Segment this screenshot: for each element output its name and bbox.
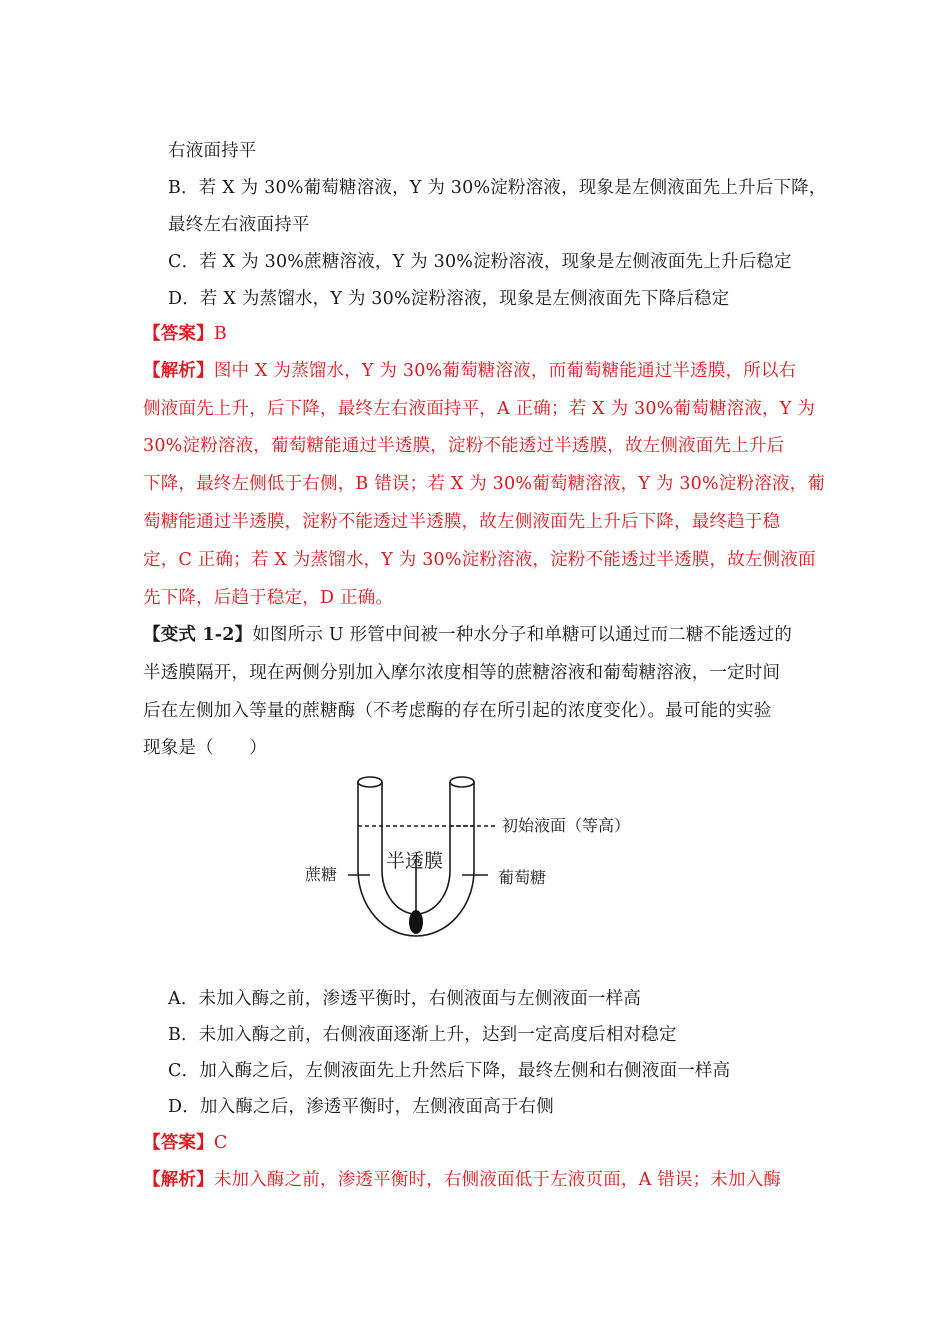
u-tube-diagram	[290, 762, 670, 952]
analysis-1-line-3: 30%淀粉溶液，葡萄糖能通过半透膜，淀粉不能透过半透膜，故左侧液面先上升后	[143, 436, 785, 456]
analysis-1-line-6: 定，C 正确；若 X 为蒸馏水，Y 为 30%淀粉溶液，淀粉不能透过半透膜，故左侧液面	[143, 550, 816, 570]
question-tag: 【变式 1-2】	[143, 625, 253, 645]
label-left-sucrose: 蔗糖	[305, 865, 338, 884]
analysis-2-line-1: 【解析】未加入酶之前，渗透平衡时，右侧液面低于左液页面，A 错误；未加入酶	[143, 1170, 782, 1190]
question-2-line-3: 后在左侧加入等量的蔗糖酶（不考虑酶的存在所引起的浓度变化）。最可能的实验	[143, 701, 772, 721]
analysis-tag: 【解析】	[143, 1170, 214, 1190]
option-b-line1: B．若 X 为 30%葡萄糖溶液，Y 为 30%淀粉溶液，现象是左侧液面先上升后下降，	[168, 178, 827, 198]
option-a-tail: 右液面持平	[168, 141, 257, 161]
answer-value: C	[213, 1133, 228, 1153]
label-membrane: 半透膜	[386, 850, 444, 872]
semipermeable-membrane	[409, 910, 423, 934]
answer-1	[143, 326, 227, 344]
analysis-1-line-5: 萄糖能通过半透膜，淀粉不能透过半透膜，故左侧液面先上升后下降，最终趋于稳	[143, 512, 781, 532]
answer-value: B	[213, 324, 227, 344]
option-c: C．若 X 为 30%蔗糖溶液，Y 为 30%淀粉溶液，现象是左侧液面先上升后稳定	[168, 252, 792, 272]
question-2-line-1: 【变式 1-2】如图所示 U 形管中间被一种水分子和单糖可以通过而二糖不能透过的	[143, 625, 793, 645]
analysis-1-line-4: 下降，最终左侧低于右侧，B 错误；若 X 为 30%葡萄糖溶液，Y 为 30%淀粉溶液，葡	[143, 474, 826, 494]
label-right-glucose: 葡萄糖	[498, 868, 547, 887]
left-tube-opening	[358, 777, 382, 787]
right-tube-opening	[450, 777, 474, 787]
option-b-line2: 最终左右液面持平	[168, 215, 310, 235]
label-initial-level: 初始液面（等高）	[502, 816, 631, 835]
question-2-line-4: 现象是（ ）	[143, 738, 267, 758]
answer-tag: 【答案】	[143, 324, 214, 344]
option-2-c: C．加入酶之后，左侧液面先上升然后下降，最终左侧和右侧液面一样高	[168, 1061, 731, 1081]
option-2-a: A．未加入酶之前，渗透平衡时，右侧液面与左侧液面一样高	[168, 989, 642, 1009]
option-d: D．若 X 为蒸馏水，Y 为 30%淀粉溶液，现象是左侧液面先下降后稳定	[168, 289, 730, 309]
option-2-d: D．加入酶之后，渗透平衡时，左侧液面高于右侧	[168, 1097, 554, 1117]
option-2-b: B．未加入酶之前，右侧液面逐渐上升，达到一定高度后相对稳定	[168, 1025, 677, 1045]
analysis-1-line-1: 【解析】图中 X 为蒸馏水，Y 为 30%葡萄糖溶液，而葡萄糖能通过半透膜，所以右	[143, 361, 797, 381]
answer-2	[143, 1135, 227, 1153]
analysis-tag: 【解析】	[143, 361, 214, 381]
analysis-1-line-7: 先下降，后趋于稳定，D 正确。	[143, 588, 394, 608]
analysis-1-line-2: 侧液面先上升，后下降，最终左右液面持平，A 正确；若 X 为 30%葡萄糖溶液，Y 为	[143, 399, 815, 419]
answer-tag: 【答案】	[143, 1133, 214, 1153]
question-2-line-2: 半透膜隔开，现在两侧分别加入摩尔浓度相等的蔗糖溶液和葡萄糖溶液，一定时间	[143, 663, 781, 683]
